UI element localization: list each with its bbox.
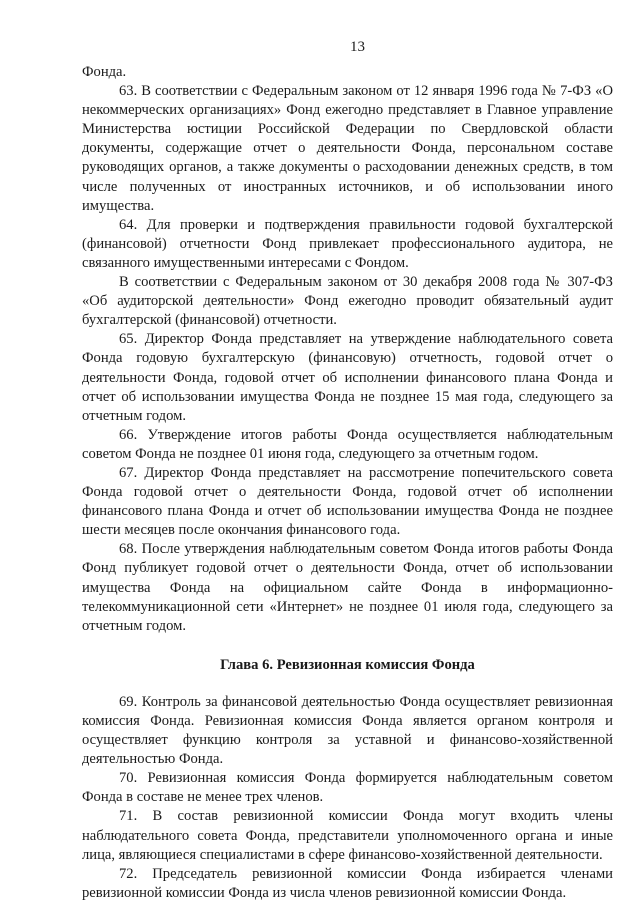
paragraph-64-audit: В соответствии с Федеральным законом от 30 декабря 2008 года № 307-ФЗ «Об аудиторской деятельности» Фонд ежегодно проводит обязательный аудит бухгалтерской (финансовой) отчетности. <box>82 274 613 329</box>
paragraphs-top <box>82 63 613 636</box>
paragraph-68: 68. После утверждения наблюдательным советом Фонда итогов работы Фонда Фонд публикует годовой отчет о деятельности Фонда, отчет об использовании имущества Фонда на официальном сайте Фонда в информационно-телекоммуникационной сети «Интернет» не позднее 01 июля года, следующего за отчетным годом. <box>82 541 613 634</box>
paragraph-continuation: Фонда. <box>82 64 127 80</box>
page-number: 13 <box>350 39 365 55</box>
document-page <box>82 38 613 903</box>
paragraph-70: 70. Ревизионная комиссия Фонда формируется наблюдательным советом Фонда в составе не менее трех членов. <box>82 770 613 806</box>
paragraphs-bottom <box>82 693 613 903</box>
paragraph-71: 71. В состав ревизионной комиссии Фонда могут входить члены наблюдательного совета Фонда, представители уполномоченного органа и иные лица, являющиеся специалистами в сфере финансово-хозяйственной деятельности. <box>82 808 613 863</box>
paragraph-66: 66. Утверждение итогов работы Фонда осуществляется наблюдательным советом Фонда не позднее 01 июня года, следующего за отчетным годом. <box>82 426 613 462</box>
paragraph-63: 63. В соответствии с Федеральным законом от 12 января 1996 года № 7-ФЗ «О некоммерческих организациях» Фонд ежегодно представляет в Главное управление Министерства юстиции Российской Федерации по Свердловской области документы, содержащие отчет о деятельности Фонда, персональном составе руководящих органов, а также документы о расходовании денежных средств, в том числе полученных от иностранных источников, и об использовании иного имущества. <box>82 83 613 214</box>
paragraph-67: 67. Директор Фонда представляет на рассмотрение попечительского совета Фонда годовой отчет о деятельности Фонда, годовой отчет об исполнении финансового плана Фонда и отчет об использовании имущества Фонда не позднее шести месяцев после окончания финансового года. <box>82 464 613 539</box>
paragraph-64: 64. Для проверки и подтверждения правильности годовой бухгалтерской (финансовой) отчетности Фонд привлекает профессионального аудитора, не связанного имущественными интересами с Фондом. <box>82 216 613 271</box>
paragraph-72: 72. Председатель ревизионной комиссии Фонда избирается членами ревизионной комиссии Фонда из числа членов ревизионной комиссии Фонда. <box>82 865 613 901</box>
paragraph-65: 65. Директор Фонда представляет на утверждение наблюдательного совета Фонда годовую бухгалтерскую (финансовую) отчетность, годовой отчет о деятельности Фонда, годовой отчет об исполнении финансового плана Фонда и отчет об использовании имущества Фонда не позднее 15 мая года, следующего за отчетным годом. <box>82 331 613 424</box>
chapter-heading: Глава 6. Ревизионная комиссия Фонда <box>220 656 475 673</box>
paragraph-69: 69. Контроль за финансовой деятельностью Фонда осуществляет ревизионная комиссия Фонда. Ревизионная комиссия Фонда является органом контроля и осуществляет функцию контроля за уставной и финансово-хозяйственной деятельностью Фонда. <box>82 693 613 768</box>
